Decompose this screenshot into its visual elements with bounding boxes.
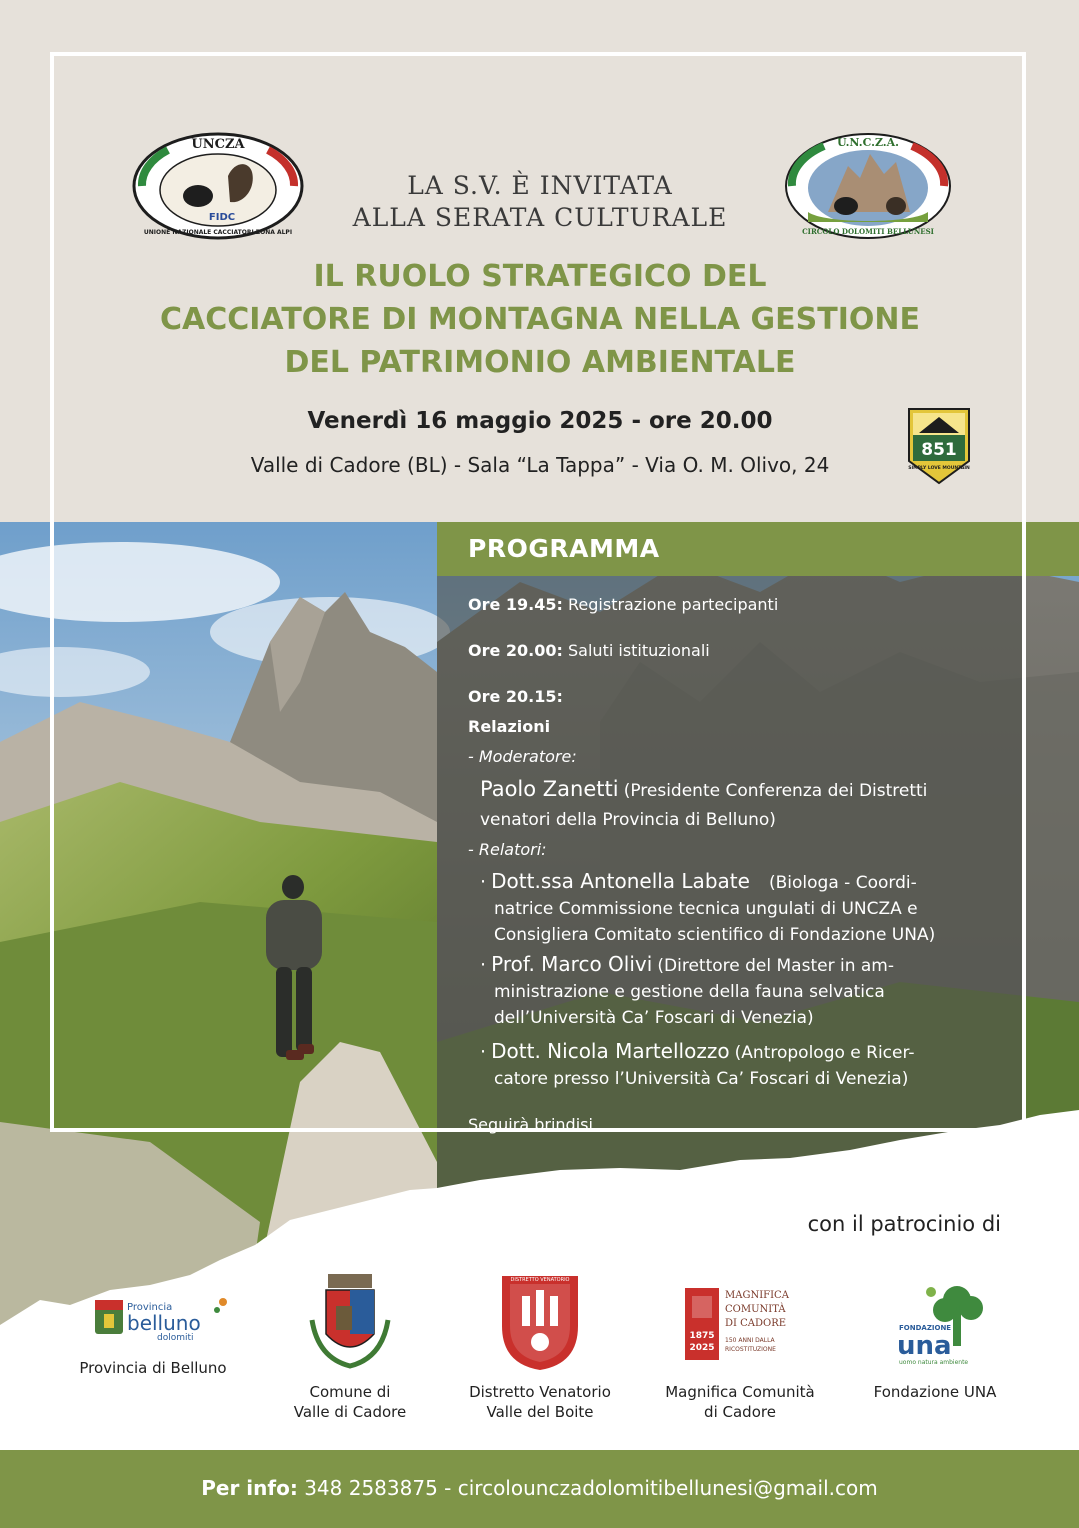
- relatore-2-role-1: (Direttore del Master in am-: [657, 956, 894, 976]
- event-date: Venerdì 16 maggio 2025 - ore 20.00: [307, 408, 773, 434]
- magnifica-logo-line-4: 150 ANNI DALLA: [725, 1337, 775, 1344]
- uncza-logo-title: UNCZA: [191, 137, 245, 152]
- title-line-2: CACCIATORE DI MONTAGNA NELLA GESTIONE: [160, 302, 920, 337]
- relatore-3-role-1: (Antropologo e Ricer-: [734, 1043, 915, 1063]
- footer-label: Per info:: [201, 1476, 298, 1500]
- bullet-icon: ·: [480, 1041, 487, 1063]
- 851-badge-logo: [905, 405, 973, 487]
- sponsor-magnifica-comunita: [645, 1270, 835, 1422]
- program-item-2: [468, 641, 998, 660]
- sponsor-comune-valle: [255, 1270, 445, 1422]
- relatore-2-role-2: ministrazione e gestione della fauna selvatica: [494, 982, 885, 1002]
- relatore-1-name: Dott.ssa Antonella Labate: [491, 869, 750, 893]
- magnifica-logo-line-2: COMUNITÀ: [725, 1304, 786, 1315]
- program-time-2: Ore 20.00:: [468, 641, 563, 660]
- provincia-belluno-logo: [73, 1270, 233, 1350]
- magnifica-logo-line-5: RICOSTITUZIONE: [725, 1346, 776, 1353]
- sponsor-label-3a: Distretto Venatorio: [469, 1383, 611, 1401]
- title-line-3: DEL PATRIMONIO AMBIENTALE: [284, 345, 796, 380]
- relatore-1: [480, 869, 1000, 948]
- una-logo-line-1: FONDAZIONE: [899, 1324, 952, 1332]
- distretto-venatorio-shield-icon: [490, 1270, 590, 1374]
- closing-note: [468, 1115, 998, 1134]
- sponsor-provincia-belluno: [58, 1270, 248, 1378]
- fidc-logo: FIDC: [208, 212, 236, 223]
- sponsor-distretto-venatorio: [445, 1270, 635, 1422]
- event-venue: Valle di Cadore (BL) - Sala “La Tappa” - Via O. M. Olivo, 24: [250, 453, 830, 477]
- fondazione-una-logo: [875, 1270, 995, 1374]
- sponsor-fondazione-una: [840, 1270, 1030, 1402]
- program-desc-3: [468, 717, 998, 736]
- moderatore-label: [468, 747, 998, 766]
- patronage-heading: con il patrocinio di: [807, 1212, 1001, 1236]
- una-logo-line-3: uomo natura ambiente: [899, 1359, 969, 1366]
- program-desc-3-label: Relazioni: [468, 717, 551, 736]
- circolo-logo-ring: CIRCOLO DOLOMITI BELLUNESI: [802, 227, 934, 236]
- magnifica-logo-line-3: DI CADORE: [725, 1318, 787, 1329]
- program-time-3: [468, 687, 998, 706]
- magnifica-year-1: 1875: [689, 1331, 715, 1341]
- program-item-1: [468, 595, 998, 614]
- programma-title: PROGRAMMA: [468, 534, 660, 563]
- relatore-3-name: Dott. Nicola Martellozzo: [491, 1039, 730, 1063]
- relatore-1-role-1: (Biologa - Coordi-: [769, 873, 917, 893]
- belluno-logo-line-2: belluno: [127, 1311, 201, 1335]
- uncza-logo-ring: UNIONE NAZIONALE CACCIATORI ZONA ALPI: [143, 229, 293, 236]
- magnifica-comunita-logo: [675, 1270, 805, 1374]
- program-desc-2: Saluti istituzionali: [568, 641, 710, 660]
- relatore-2: [480, 952, 1000, 1031]
- una-logo-line-2: una: [897, 1331, 952, 1361]
- invite-line-1: LA S.V. È INVITATA: [407, 171, 673, 200]
- relatore-1-role-3: Consigliera Comitato scientifico di Fondazione UNA): [494, 925, 936, 945]
- moderatore-name: Paolo Zanetti: [480, 777, 619, 801]
- moderatore-role-2: venatori della Provincia di Belluno): [480, 810, 776, 830]
- bullet-icon: ·: [480, 871, 487, 893]
- footer-text: [0, 1476, 1079, 1500]
- relatore-1-role-2: natrice Commissione tecnica ungulati di UNCZA e: [494, 899, 918, 919]
- closing-note-text: Seguirà brindisi: [468, 1115, 593, 1134]
- program-time-1: Ore 19.45:: [468, 595, 563, 614]
- distretto-logo-ring: DISTRETTO VENATORIO: [510, 1277, 570, 1283]
- relatore-2-role-3: dell’Università Ca’ Foscari di Venezia): [494, 1008, 814, 1028]
- relatori-label: [468, 840, 998, 859]
- magnifica-year-2: 2025: [689, 1343, 715, 1353]
- sponsor-label-4b: di Cadore: [704, 1403, 776, 1421]
- title-line-1: IL RUOLO STRATEGICO DEL: [313, 259, 767, 294]
- belluno-logo-line-3: dolomiti: [157, 1333, 194, 1343]
- sponsor-label-2b: Valle di Cadore: [293, 1403, 407, 1421]
- footer-contact[interactable]: 348 2583875 - circolounczadolomitibellunesi@gmail.com: [304, 1476, 878, 1500]
- circolo-logo-title: U.N.C.Z.A.: [836, 136, 900, 149]
- relatori-label-text: - Relatori:: [468, 840, 547, 859]
- relatore-2-name: Prof. Marco Olivi: [491, 952, 653, 976]
- magnifica-logo-line-1: MAGNIFICA: [725, 1290, 789, 1301]
- moderatore-entry: [480, 777, 1000, 833]
- program-desc-1: Registrazione partecipanti: [568, 595, 779, 614]
- belluno-logo-line-1: Provincia: [127, 1302, 173, 1313]
- sponsor-label-4a: Magnifica Comunità: [665, 1383, 815, 1401]
- moderatore-label-text: - Moderatore:: [468, 747, 577, 766]
- sponsor-label-3b: Valle del Boite: [486, 1403, 594, 1421]
- info-footer: [0, 1450, 1079, 1528]
- badge-text: SIMPLY LOVE MOUNTAIN: [908, 466, 970, 471]
- program-time-3-label: Ore 20.15:: [468, 687, 563, 706]
- bullet-icon: ·: [480, 954, 487, 976]
- relatore-3: [480, 1039, 1000, 1092]
- comune-valle-crest-icon: [300, 1270, 400, 1374]
- invite-line-2: ALLA SERATA CULTURALE: [352, 203, 728, 232]
- sponsor-label-2a: Comune di: [309, 1383, 391, 1401]
- sponsor-label-5: Fondazione UNA: [873, 1383, 997, 1401]
- moderatore-role-1: (Presidente Conferenza dei Distretti: [623, 781, 928, 801]
- sponsor-label-1: Provincia di Belluno: [79, 1359, 227, 1377]
- programma-header: [437, 522, 1079, 576]
- badge-number: 851: [921, 440, 957, 460]
- relatore-3-role-2: catore presso l’Università Ca’ Foscari di Venezia): [494, 1069, 909, 1089]
